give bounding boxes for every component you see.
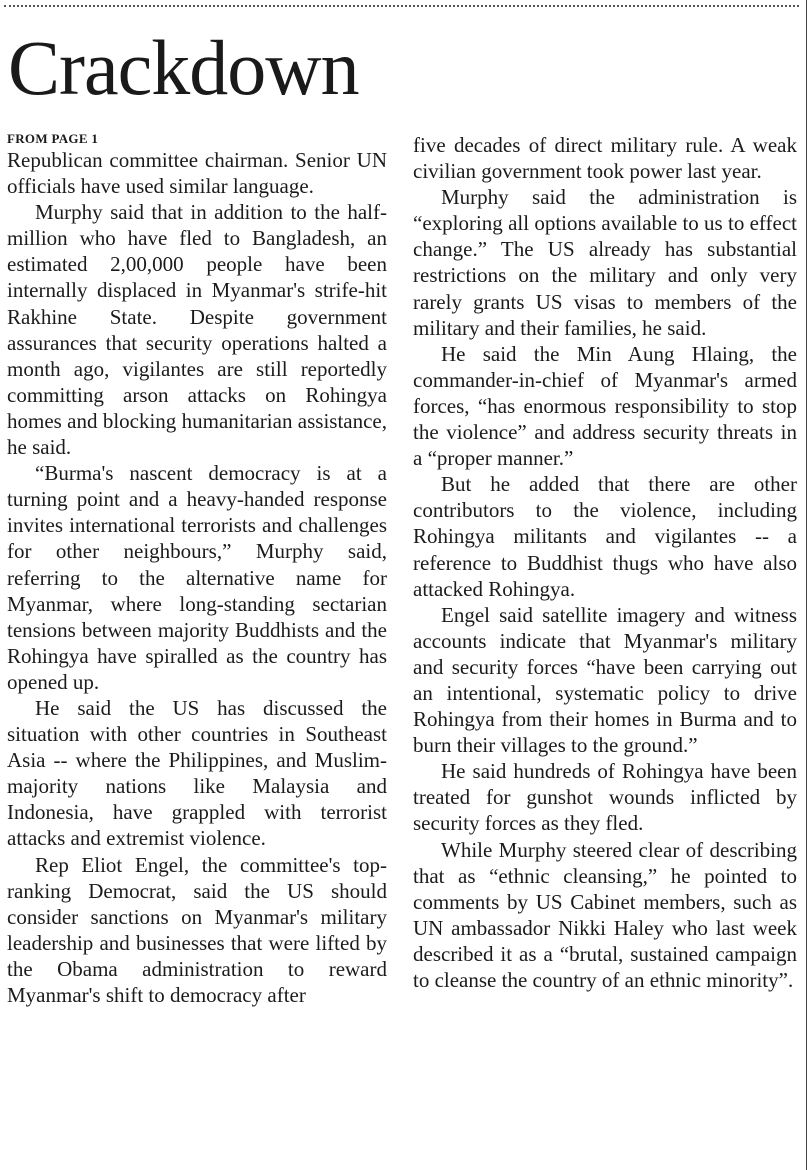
- paragraph: Murphy said that in addition to the half-million who have fled to Bangladesh, an estimated 2,00,000 people have been internally displaced in Myanmar's strife-hit Rakhine State. Despite government assurances that security operations halted a month ago, vigilantes are still reportedly committing arson attacks on Rohingya homes and blocking humanitarian assistance, he said.: [7, 200, 387, 460]
- paragraph: Murphy said the administration is “exploring all options available to us to effect change.” The US already has substantial restrictions on the military and only very rarely grants US visas to members of the military and their families, he said.: [413, 185, 797, 340]
- top-dotted-rule: [4, 5, 799, 7]
- paragraph: Republican committee chairman. Senior UN officials have used similar language.: [7, 148, 387, 199]
- right-column: [413, 132, 797, 1168]
- paragraph: He said the Min Aung Hlaing, the commander-in-chief of Myanmar's armed forces, “has enormous responsibility to stop the violence” and address security threats in a “proper manner.”: [413, 341, 797, 471]
- paragraph: He said hundreds of Rohingya have been treated for gunshot wounds inflicted by security forces as they fled.: [413, 759, 797, 836]
- right-column-rule: [806, 0, 807, 1170]
- article-body: [7, 130, 797, 1166]
- paragraph: While Murphy steered clear of describing that as “ethnic cleansing,” he pointed to comments by US Cabinet members, such as UN ambassador Nikki Haley who last week described it as a “brutal, sustained campaign to cleanse the country of an ethnic minority”.: [413, 837, 797, 992]
- left-column: [7, 130, 387, 1166]
- paragraph: But he added that there are other contributors to the violence, including Rohingya militants and vigilantes -- a reference to Buddhist thugs who have also attacked Rohingya.: [413, 472, 797, 601]
- paragraph: five decades of direct military rule. A weak civilian government took power last year.: [413, 133, 797, 184]
- headline: Crackdown: [8, 24, 359, 111]
- continued-from-label: FROM PAGE 1: [7, 131, 99, 146]
- paragraph: Rep Eliot Engel, the committee's top-ranking Democrat, said the US should consider sanctions on Myanmar's military leadership and businesses that were lifted by the Obama administration to reward Myanmar's shift to democracy after: [7, 852, 387, 1007]
- paragraph: “Burma's nascent democracy is at a turning point and a heavy-handed response invites international terrorists and challenges for other neighbours,” Murphy said, referring to the alternative name for Myanmar, where long-standing sectarian tensions between majority Buddhists and the Rohingya have spiralled as the country has opened up.: [7, 461, 387, 694]
- paragraph: Engel said satellite imagery and witness accounts indicate that Myanmar's military and security forces “have been carrying out an intentional, systematic policy to drive Rohingya from their homes in Burma and to burn their villages to the ground.”: [413, 602, 797, 758]
- paragraph: He said the US has discussed the situation with other countries in Southeast Asia -- where the Philippines, and Muslim-majority nations like Malaysia and Indonesia, have grappled with terrorist attacks and extremist violence.: [7, 695, 387, 851]
